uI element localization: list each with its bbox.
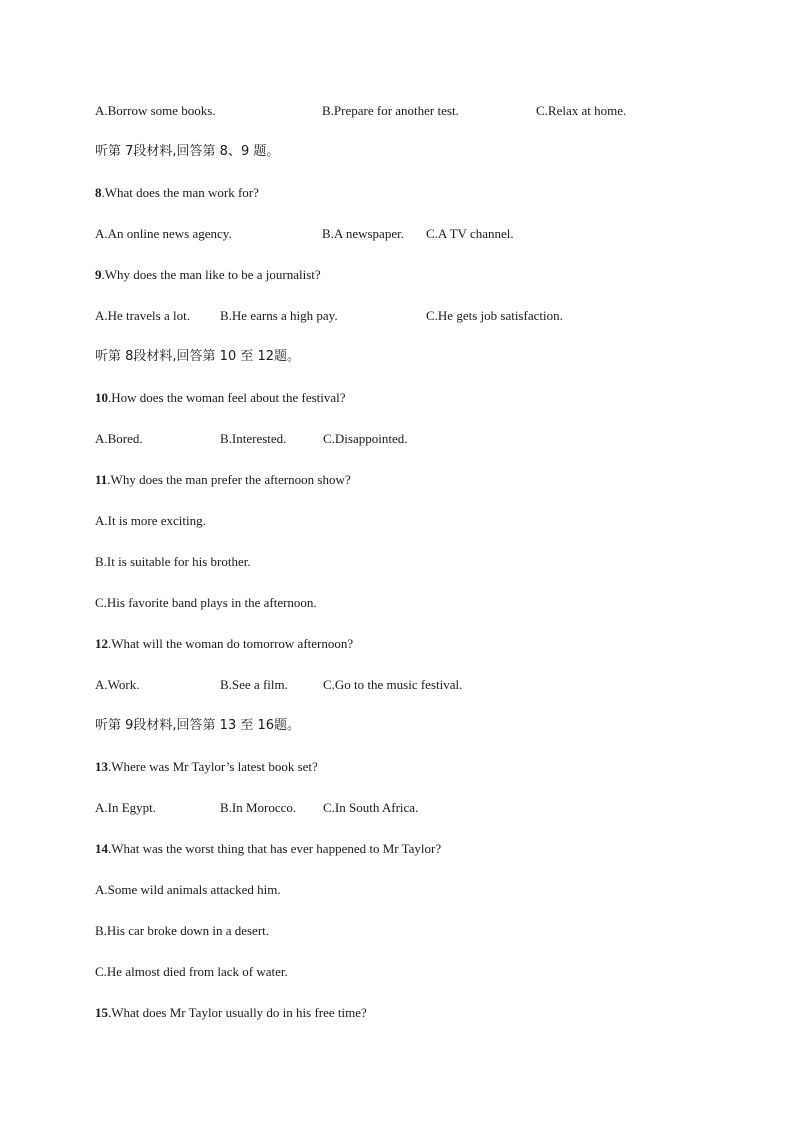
option-b: B.In Morocco. [220,800,297,815]
question-number: 13 [95,759,108,774]
option-b: B.A newspaper. [322,226,404,241]
options-row [95,225,695,243]
question-number: 10 [95,390,108,405]
option-c: C.Relax at home. [536,103,627,118]
option-c: C.Go to the music festival. [323,677,463,692]
question-number: 15 [95,1005,108,1020]
question-text: .Why does the man prefer the afternoon show? [107,472,351,487]
question-text: .How does the woman feel about the festival? [108,390,346,405]
option-b: B.See a film. [220,677,288,692]
options-row [95,430,695,448]
option-line: B.His car broke down in a desert. [95,923,270,938]
option-b: B.He earns a high pay. [220,308,338,323]
options-row [95,102,695,120]
option-line: C.His favorite band plays in the afternoon. [95,595,317,610]
options-row [95,676,695,694]
option-a: A.Work. [95,677,140,692]
option-line: B.It is suitable for his brother. [95,554,251,569]
question-12 [95,635,353,653]
option-b: B.Interested. [220,431,287,446]
question-9 [95,266,321,284]
question-text: .Why does the man like to be a journalist? [101,267,321,282]
options-row [95,799,695,817]
option-c: C.A TV channel. [426,226,514,241]
question-14 [95,840,441,858]
question-text: .Where was Mr Taylor’s latest book set? [108,759,318,774]
option-line: A.Some wild animals attacked him. [95,882,281,897]
option-line: A.It is more exciting. [95,513,206,528]
option-line: C.He almost died from lack of water. [95,964,288,979]
option-a: A.Borrow some books. [95,103,216,118]
option-a: A.Bored. [95,431,143,446]
question-number: 9 [95,267,102,282]
section-heading: 听第 9段材料,回答第 13 至 16题。 [95,718,301,733]
question-10 [95,389,346,407]
question-8 [95,184,259,202]
question-13 [95,758,318,776]
question-number: 8 [95,185,102,200]
option-a: A.He travels a lot. [95,308,190,323]
section-heading: 听第 8段材料,回答第 10 至 12题。 [95,349,301,364]
question-11 [95,471,351,489]
question-number: 11 [95,472,108,487]
option-a: A.In Egypt. [95,800,157,815]
question-text: .What does the man work for? [101,185,259,200]
question-text: .What was the worst thing that has ever happened to Mr Taylor? [108,841,442,856]
question-number: 14 [95,841,108,856]
question-text: .What will the woman do tomorrow afternoon? [108,636,354,651]
options-row [95,307,695,325]
option-c: C.He gets job satisfaction. [426,308,563,323]
question-number: 12 [95,636,108,651]
question-15 [95,1004,367,1022]
option-c: C.Disappointed. [323,431,408,446]
section-heading: 听第 7段材料,回答第 8、9 题。 [95,144,280,159]
question-text: .What does Mr Taylor usually do in his free time? [108,1005,367,1020]
option-c: C.In South Africa. [323,800,419,815]
option-a: A.An online news agency. [95,226,232,241]
option-b: B.Prepare for another test. [322,103,459,118]
